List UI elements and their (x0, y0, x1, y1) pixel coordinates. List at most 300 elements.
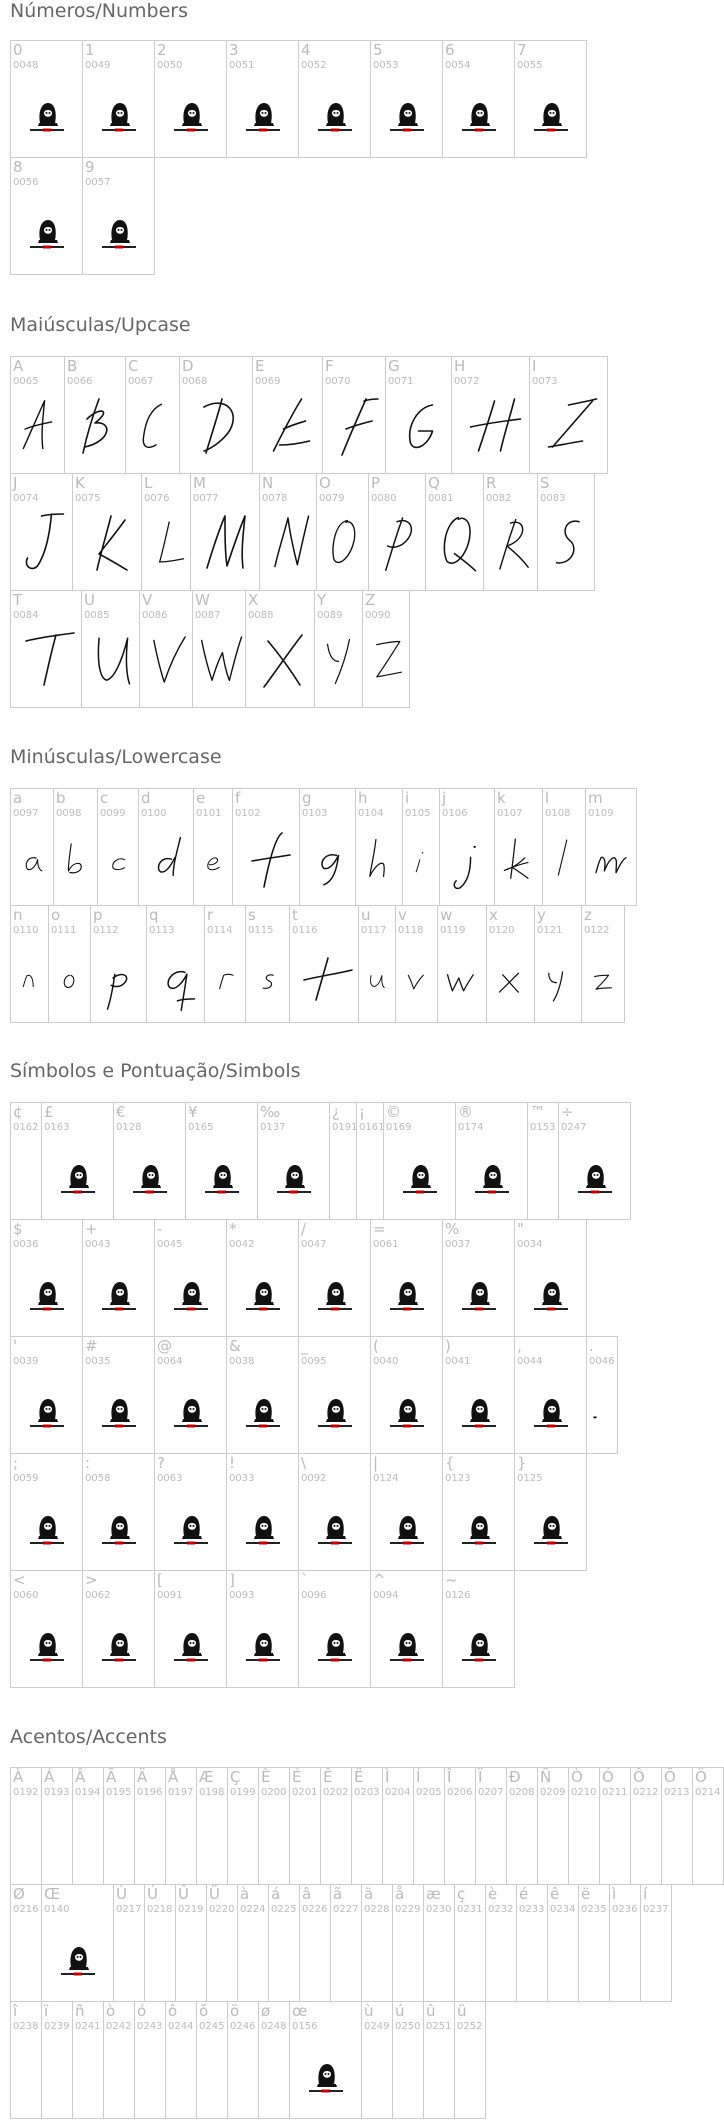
glyph-cell (357, 1102, 384, 1220)
glyph-code-label: 0047 (301, 1239, 327, 1250)
symbols-row (10, 1570, 515, 1688)
glyph-cell (662, 1767, 693, 1885)
glyph-cell (238, 1884, 269, 2002)
glyph-cell (11, 356, 65, 474)
font-logo-icon (459, 1629, 499, 1665)
glyph-cell (299, 1453, 371, 1571)
glyph-code-label: 0217 (116, 1904, 142, 1915)
glyph-char-label: Ì (385, 1768, 390, 1786)
glyph-sample (11, 619, 81, 707)
glyph-code-label: 0193 (44, 1787, 70, 1798)
font-logo-icon (27, 1278, 67, 1314)
glyph-char-label: M (193, 474, 206, 492)
font-logo-icon (243, 1629, 283, 1665)
glyph-cell (11, 1102, 42, 1220)
glyph-code-label: 0062 (85, 1590, 111, 1601)
glyph-cell (331, 1884, 362, 2002)
glyph-char-label: Ø (13, 1885, 25, 1903)
numbers-row (10, 40, 587, 158)
font-logo-icon (315, 1629, 355, 1665)
glyph-cell (11, 905, 49, 1023)
glyph-cell (83, 1336, 155, 1454)
glyph-sample (538, 502, 594, 590)
font-logo-icon (171, 1395, 211, 1431)
glyph-cell (455, 1884, 486, 2002)
glyph-cell (253, 356, 323, 474)
glyph-char-label: k (497, 789, 506, 807)
glyph-cell (227, 1336, 299, 1454)
upcase-row (10, 590, 410, 708)
glyph-char-label: x (489, 906, 498, 924)
font-logo-icon (387, 1395, 427, 1431)
glyph-cell (11, 1767, 42, 1885)
glyph-code-label: 0194 (75, 1787, 101, 1798)
glyph-char-label: S (540, 474, 550, 492)
glyph-code-label: 0087 (195, 610, 221, 621)
glyph-char-label: I (532, 357, 537, 375)
glyph-char-label: y (537, 906, 546, 924)
glyph-code-label: 0161 (359, 1122, 385, 1133)
glyph-cell (98, 788, 139, 906)
glyph-cell (548, 1884, 579, 2002)
glyph-code-label: 0061 (373, 1239, 399, 1250)
glyph-sample (386, 385, 451, 473)
glyph-code-label: 0104 (358, 808, 384, 819)
glyph-code-label: 0111 (51, 925, 77, 936)
glyph-code-label: 0229 (395, 1904, 421, 1915)
glyph-sample (193, 619, 245, 707)
glyph-code-label: 0037 (445, 1239, 471, 1250)
glyph-code-label: 0038 (229, 1356, 255, 1367)
glyph-cell (582, 905, 625, 1023)
glyph-cell (299, 1219, 371, 1337)
glyph-code-label: 0042 (229, 1239, 255, 1250)
glyph-cell (11, 1453, 83, 1571)
glyph-code-label: 0095 (301, 1356, 327, 1367)
glyph-cell (11, 1336, 83, 1454)
glyph-char-label: ¢ (13, 1103, 23, 1121)
glyph-cell (193, 590, 246, 708)
glyph-cell (42, 2001, 73, 2119)
upcase-row (10, 473, 595, 591)
glyph-sample (323, 385, 385, 473)
section-title-numbers: Números/Numbers (10, 0, 188, 22)
glyph-char-label: à (240, 1885, 250, 1903)
glyph-code-label: 0211 (602, 1787, 628, 1798)
glyph-code-label: 0082 (486, 493, 512, 504)
glyph-char-label: ö (230, 2002, 240, 2020)
glyph-cell (610, 1884, 641, 2002)
glyph-code-label: 0091 (157, 1590, 183, 1601)
glyph-char-label: ¡ (359, 1103, 366, 1121)
font-logo-icon (99, 99, 139, 135)
section-title-symbols: Símbolos e Pontuação/Simbols (10, 1060, 301, 1082)
glyph-code-label: 0117 (361, 925, 387, 936)
glyph-sample (11, 502, 72, 590)
font-logo-icon (58, 1943, 98, 1979)
font-logo-icon (459, 99, 499, 135)
glyph-code-label: 0224 (240, 1904, 266, 1915)
glyph-cell (330, 1102, 357, 1220)
glyph-cell (269, 1884, 300, 2002)
glyph-char-label: Ê (323, 1768, 333, 1786)
glyph-code-label: 0218 (147, 1904, 173, 1915)
glyph-sample (147, 934, 204, 1022)
glyph-char-label: h (358, 789, 368, 807)
glyph-cell (396, 905, 438, 1023)
glyph-cell (371, 40, 443, 158)
glyph-char-label: E (255, 357, 265, 375)
glyph-code-label: 0089 (317, 610, 343, 621)
font-logo-icon (315, 1278, 355, 1314)
glyph-code-label: 0121 (537, 925, 563, 936)
glyph-cell (140, 590, 193, 708)
glyph-cell (445, 1767, 476, 1885)
glyph-char-label: @ (157, 1337, 172, 1355)
glyph-char-label: \ (301, 1454, 307, 1472)
glyph-sample (317, 502, 368, 590)
glyph-sample (438, 934, 486, 1022)
glyph-char-label: = (373, 1220, 386, 1238)
glyph-sample (530, 385, 607, 473)
glyph-char-label: < (13, 1571, 26, 1589)
glyph-sample (194, 817, 232, 905)
glyph-code-label: 0226 (302, 1904, 328, 1915)
glyph-cell (356, 788, 403, 906)
glyph-char-label: 0 (13, 41, 23, 59)
glyph-char-label: ê (550, 1885, 560, 1903)
section-title-lowercase: Minúsculas/Lowercase (10, 746, 222, 768)
glyph-char-label: Œ (44, 1885, 61, 1903)
glyph-cell (147, 905, 205, 1023)
glyph-sample (126, 385, 179, 473)
glyph-code-label: 0079 (319, 493, 345, 504)
glyph-char-label: ú (395, 2002, 405, 2020)
glyph-cell (456, 1102, 528, 1220)
glyph-sample (452, 385, 529, 473)
glyph-char-label: í (643, 1885, 648, 1903)
glyph-code-label: 0102 (235, 808, 261, 819)
font-logo-icon (472, 1161, 512, 1197)
glyph-cell (104, 1767, 135, 1885)
glyph-code-label: 0244 (168, 2021, 194, 2032)
glyph-char-label: R (486, 474, 497, 492)
glyph-cell (486, 1884, 517, 2002)
glyph-sample (315, 619, 362, 707)
glyph-code-label: 0086 (142, 610, 168, 621)
glyph-code-label: 0232 (488, 1904, 514, 1915)
glyph-char-label: å (395, 1885, 405, 1903)
glyph-code-label: 0114 (207, 925, 233, 936)
glyph-code-label: 0081 (428, 493, 454, 504)
glyph-cell (455, 2001, 486, 2119)
glyph-code-label: 0112 (93, 925, 119, 936)
glyph-cell (530, 356, 608, 474)
glyph-code-label: 0239 (44, 2021, 70, 2032)
glyph-cell (155, 1219, 227, 1337)
glyph-sample (142, 502, 190, 590)
glyph-cell (228, 1767, 259, 1885)
glyph-char-label: î (13, 2002, 18, 2020)
glyph-char-label: â (302, 1885, 312, 1903)
glyph-code-label: 0202 (323, 1787, 349, 1798)
symbols-row (10, 1102, 631, 1220)
glyph-code-label: 0252 (457, 2021, 483, 2032)
glyph-cell (11, 1884, 42, 2002)
glyph-code-label: 0072 (454, 376, 480, 387)
glyph-char-label: ! (229, 1454, 236, 1472)
glyph-cell (641, 1884, 672, 2002)
glyph-char-label: n (13, 906, 23, 924)
glyph-code-label: 0046 (589, 1356, 615, 1367)
numbers-row (10, 157, 155, 275)
glyph-cell (176, 1884, 207, 2002)
glyph-cell (424, 2001, 455, 2119)
glyph-char-label: 8 (13, 158, 23, 176)
font-logo-icon (99, 1512, 139, 1548)
glyph-char-label: | (373, 1454, 379, 1472)
glyph-char-label: Ë (354, 1768, 364, 1786)
glyph-char-label: B (67, 357, 78, 375)
glyph-cell (443, 1570, 515, 1688)
glyph-cell (371, 1570, 443, 1688)
glyph-char-label: Í (416, 1768, 421, 1786)
glyph-char-label: ü (457, 2002, 467, 2020)
glyph-code-label: 0098 (56, 808, 82, 819)
font-logo-icon (171, 99, 211, 135)
glyph-char-label: H (454, 357, 466, 375)
glyph-char-label: ^ (373, 1571, 386, 1589)
glyph-code-label: 0096 (301, 1590, 327, 1601)
glyph-sample (396, 934, 437, 1022)
glyph-cell (693, 1767, 724, 1885)
glyph-char-label: > (85, 1571, 98, 1589)
glyph-cell (517, 1884, 548, 2002)
glyph-code-label: 0169 (386, 1122, 412, 1133)
glyph-char-label: p (93, 906, 103, 924)
glyph-code-label: 0055 (517, 60, 543, 71)
glyph-char-label: Û (178, 1885, 189, 1903)
glyph-cell (299, 40, 371, 158)
glyph-cell (11, 40, 83, 158)
glyph-cell (191, 473, 260, 591)
font-logo-icon (400, 1161, 440, 1197)
glyph-cell (233, 788, 300, 906)
glyph-char-label: æ (426, 1885, 441, 1903)
glyph-char-label: Ù (116, 1885, 127, 1903)
glyph-sample (191, 502, 259, 590)
glyph-code-label: 0113 (149, 925, 175, 936)
glyph-code-label: 0053 (373, 60, 399, 71)
glyph-sample (73, 502, 141, 590)
glyph-sample (246, 619, 314, 707)
glyph-code-label: 0118 (398, 925, 424, 936)
glyph-char-label: . (589, 1337, 594, 1355)
glyph-cell (393, 2001, 424, 2119)
glyph-cell (371, 1219, 443, 1337)
glyph-char-label: m (588, 789, 603, 807)
glyph-code-label: 0116 (292, 925, 318, 936)
glyph-cell (135, 2001, 166, 2119)
glyph-cell (82, 590, 140, 708)
glyph-sample (180, 385, 252, 473)
glyph-cell (484, 473, 538, 591)
glyph-cell (538, 1767, 569, 1885)
glyph-sample (140, 619, 192, 707)
glyph-code-label: 0249 (364, 2021, 390, 2032)
glyph-char-label: w (440, 906, 453, 924)
font-logo-icon (171, 1278, 211, 1314)
glyph-code-label: 0054 (445, 60, 471, 71)
glyph-code-label: 0093 (229, 1590, 255, 1601)
glyph-cell (443, 40, 515, 158)
glyph-char-label: 5 (373, 41, 383, 59)
glyph-char-label: + (85, 1220, 98, 1238)
glyph-char-label: 9 (85, 158, 95, 176)
glyph-char-label: ì (612, 1885, 617, 1903)
glyph-char-label: F (325, 357, 334, 375)
glyph-char-label: f (235, 789, 241, 807)
glyph-char-label: J (13, 474, 18, 492)
glyph-cell (515, 1453, 587, 1571)
font-logo-icon (99, 216, 139, 252)
glyph-char-label: û (426, 2002, 436, 2020)
glyph-char-label: o (51, 906, 61, 924)
glyph-cell (424, 1884, 455, 2002)
glyph-cell (371, 1336, 443, 1454)
font-logo-icon (531, 99, 571, 135)
glyph-cell (443, 1219, 515, 1337)
glyph-cell (631, 1767, 662, 1885)
glyph-char-label: 3 (229, 41, 239, 59)
glyph-sample (91, 934, 146, 1022)
glyph-cell (155, 1453, 227, 1571)
glyph-code-label: 0233 (519, 1904, 545, 1915)
glyph-cell (197, 1767, 228, 1885)
glyph-code-label: 0228 (364, 1904, 390, 1915)
glyph-char-label: b (56, 789, 66, 807)
glyph-code-label: 0043 (85, 1239, 111, 1250)
glyph-code-label: 0220 (209, 1904, 235, 1915)
glyph-cell (11, 788, 54, 906)
glyph-code-label: 0201 (292, 1787, 318, 1798)
glyph-cell (443, 1453, 515, 1571)
glyph-char-label: Q (428, 474, 440, 492)
glyph-cell (495, 788, 543, 906)
font-logo-icon (459, 1395, 499, 1431)
glyph-code-label: 0199 (230, 1787, 256, 1798)
glyph-char-label: / (301, 1220, 307, 1238)
font-logo-icon (387, 99, 427, 135)
glyph-cell (323, 356, 386, 474)
glyph-cell (11, 1219, 83, 1337)
symbols-row (10, 1453, 587, 1571)
glyph-code-label: 0064 (157, 1356, 183, 1367)
glyph-code-label: 0156 (292, 2021, 318, 2032)
glyph-char-label: £ (44, 1103, 54, 1121)
font-logo-icon (575, 1161, 615, 1197)
glyph-sample (11, 385, 64, 473)
section-title-accents: Acentos/Accents (10, 1726, 167, 1748)
glyph-char-label: É (292, 1768, 302, 1786)
glyph-cell (317, 473, 369, 591)
glyph-code-label: 0251 (426, 2021, 452, 2032)
glyph-code-label: 0208 (509, 1787, 535, 1798)
glyph-code-label: 0101 (196, 808, 222, 819)
glyph-sample (356, 817, 402, 905)
glyph-code-label: 0063 (157, 1473, 183, 1484)
glyph-char-label: õ (199, 2002, 209, 2020)
glyph-sample (205, 934, 245, 1022)
glyph-char-label: ® (458, 1103, 473, 1121)
glyph-char-label: Ó (602, 1768, 614, 1786)
glyph-code-label: 0115 (248, 925, 274, 936)
glyph-cell (393, 1884, 424, 2002)
glyph-code-label: 0109 (588, 808, 614, 819)
glyph-char-label: - (157, 1220, 163, 1238)
glyph-cell (49, 905, 91, 1023)
glyph-sample (290, 934, 358, 1022)
glyph-char-label: ÷ (561, 1103, 574, 1121)
glyph-char-label: d (141, 789, 151, 807)
glyph-char-label: _ (301, 1337, 309, 1355)
glyph-code-label: 0214 (695, 1787, 721, 1798)
glyph-char-label: [ (157, 1571, 163, 1589)
glyph-code-label: 0073 (532, 376, 558, 387)
font-logo-icon (315, 1395, 355, 1431)
glyph-code-label: 0119 (440, 925, 466, 936)
glyph-code-label: 0163 (44, 1122, 70, 1133)
font-logo-icon (315, 1512, 355, 1548)
glyph-char-label: Ï (478, 1768, 483, 1786)
glyph-code-label: 0125 (517, 1473, 543, 1484)
glyph-cell (207, 1884, 238, 2002)
glyph-code-label: 0197 (168, 1787, 194, 1798)
glyph-sample (233, 817, 299, 905)
glyph-code-label: 0074 (13, 493, 39, 504)
glyph-code-label: 0076 (144, 493, 170, 504)
glyph-code-label: 0044 (517, 1356, 543, 1367)
glyph-cell (228, 2001, 259, 2119)
glyph-cell (452, 356, 530, 474)
glyph-char-label: ø (261, 2002, 271, 2020)
glyph-code-label: 0198 (199, 1787, 225, 1798)
glyph-char-label: i (405, 789, 410, 807)
glyph-cell (186, 1102, 258, 1220)
glyph-char-label: è (488, 1885, 498, 1903)
glyph-sample (543, 817, 585, 905)
glyph-cell (515, 40, 587, 158)
font-logo-icon (171, 1512, 211, 1548)
glyph-code-label: 0192 (13, 1787, 39, 1798)
font-logo-icon (99, 1395, 139, 1431)
glyph-char-label: W (195, 591, 210, 609)
glyph-char-label: { (445, 1454, 455, 1472)
glyph-char-label: ë (581, 1885, 591, 1903)
glyph-cell (538, 473, 595, 591)
font-logo-icon (531, 1278, 571, 1314)
glyph-cell (600, 1767, 631, 1885)
glyph-cell (83, 1219, 155, 1337)
font-logo-icon (243, 1278, 283, 1314)
glyph-char-label: Ñ (540, 1768, 552, 1786)
symbols-row (10, 1219, 587, 1337)
glyph-code-label: 0084 (13, 610, 39, 621)
glyph-code-label: 0174 (458, 1122, 484, 1133)
glyph-code-label: 0094 (373, 1590, 399, 1601)
glyph-cell (11, 1570, 83, 1688)
glyph-char-label: € (116, 1103, 126, 1121)
